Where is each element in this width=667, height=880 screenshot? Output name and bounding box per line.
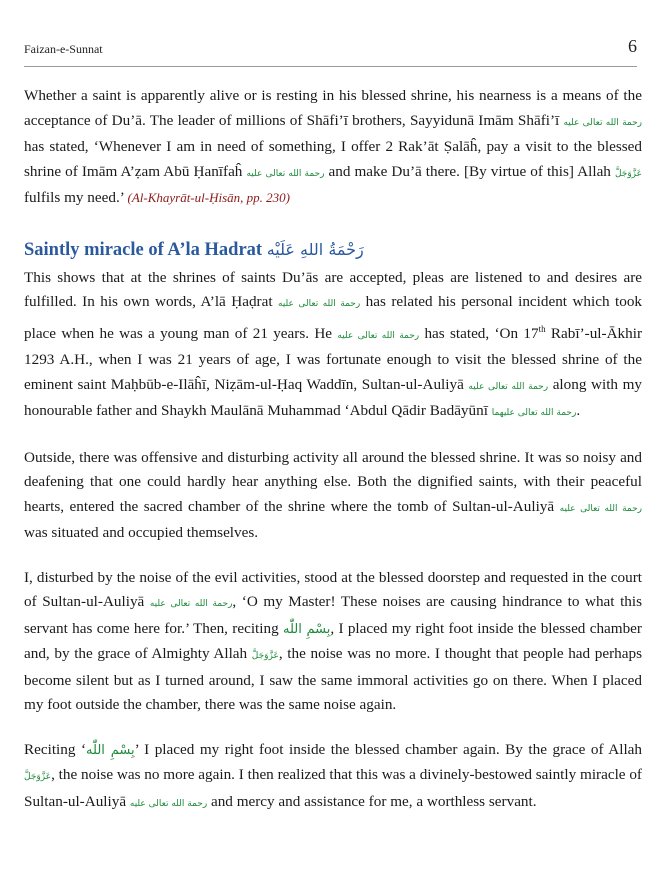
page-number: 6 — [628, 36, 637, 56]
text: , the noise was no more. I thought that people had perhaps become silent but as I turned around, I saw the same immoral activities go on there. When I placed my foot outside the chamber, there was the same noise again. — [24, 645, 643, 714]
dua-calligraphy: رحمة الله تعالى عليه — [559, 503, 643, 514]
dua-calligraphy: عَزَّوَجَلَّ — [24, 772, 52, 783]
dua-calligraphy: رحمة الله تعالى عليه — [337, 330, 420, 341]
text: Whether a saint is apparently alive or is resting in his blessed shrine, his nearness is a means of the acceptance of Du’ā. The leader of millions of Shāfi’ī brothers, Sayyidunā Imām Shāfi’ī — [24, 87, 642, 129]
text: Outside, there was offensive and disturbing activity all around the blessed shrine. It was so noisy and deafening that one could hardly hear anything else. Both the dignified saints, with their peaceful hearts, entered the sacred chamber of the shrine where the tomb of Sultan-ul-Auliyā — [24, 448, 642, 515]
text: along with my honourable father and Shaykh Maulānā Muhammad ‘Abdul Qādir Badāyūnī — [24, 375, 643, 420]
page-content — [24, 84, 642, 836]
dua-calligraphy: رحمة الله تعالى عليه — [278, 299, 361, 309]
paragraph-miracle — [24, 738, 642, 817]
bismillah-calligraphy: بِسْمِ اللّٰه — [86, 742, 135, 758]
text: and make Du’ā there. [By virtue of this] Allah — [328, 162, 611, 180]
text: Reciting ‘ — [24, 740, 87, 758]
dua-calligraphy: رحمة الله تعالى عليهما — [491, 408, 577, 419]
citation-reference: (Al-Khayrāt-ul-Ḥisān, pp. 230) — [127, 190, 290, 205]
bismillah-calligraphy: بِسْمِ اللّٰه — [283, 621, 331, 637]
paragraph-outside-noise — [24, 446, 642, 546]
text: was situated and occupied themselves. — [24, 524, 259, 542]
heading-dua-calligraphy: رَحْمَةُ اللهِ عَلَيْه — [266, 239, 364, 259]
dua-calligraphy: رحمة الله تعالى عليه — [468, 381, 549, 392]
text: This shows that at the shrines of saints Du’ās are accepted, pleas are listened to and desires are fulfilled. In his own words, A’lā Ḥaḍrat — [24, 268, 642, 310]
text: and mercy and assistance for me, a worthless servant. — [210, 792, 537, 810]
heading-text: Saintly miracle of A’la Hadrat — [24, 239, 263, 260]
paragraph-personal-incident — [24, 266, 642, 426]
text: Rabī’-ul-Ākhir 1293 A.H., when I was 21 years of age, I was fortunate enough to visit the blessed shrine of the eminent saint Maḥbūb-e-Ilāĥī, Niẓām-ul-Ḥaq Waddīn, Sultan-ul-Auliyā — [24, 324, 643, 393]
dua-calligraphy: عَزَّوَجَلَّ — [251, 651, 279, 662]
section-heading — [24, 237, 642, 263]
paragraph-shrine-nearness — [24, 84, 642, 211]
header-rule — [24, 66, 637, 67]
text: has related his personal incident which took place when he was a young man of 21 years. He — [24, 293, 643, 342]
text: has stated, ‘Whenever I am in need of something, I offer 2 Rak’āt Ṣalāĥ, pay a visit to the blessed shrine of Imām A’ẓam Abū Ḥanīfaĥ — [24, 138, 642, 180]
dua-calligraphy: رحمة الله تعالى عليه — [129, 798, 208, 809]
text: , I placed my right foot inside the blessed chamber and, by the grace of Almighty Allah — [24, 619, 642, 663]
text: has stated, ‘On 17 — [424, 324, 539, 342]
text: . — [576, 402, 581, 420]
dua-calligraphy: رحمة الله تعالى عليه — [246, 168, 325, 179]
superscript: th — [538, 323, 546, 334]
page-header — [24, 36, 637, 64]
text: fulfils my need.’ — [24, 189, 124, 206]
dua-calligraphy: رحمة الله تعالى عليه — [563, 117, 643, 128]
dua-calligraphy: عَزَّوَجَلَّ — [614, 168, 643, 179]
text: ’ I placed my right foot inside the blessed chamber again. By the grace of Allah — [134, 740, 642, 758]
paragraph-request — [24, 566, 642, 718]
dua-calligraphy: رحمة الله تعالى عليه — [149, 599, 233, 610]
text: , the noise was no more again. I then realized that this was a divinely-bestowed saintly miracle of Sultan-ul-Auliyā — [24, 766, 642, 810]
text: I, disturbed by the noise of the evil activities, stood at the blessed doorstep and requested in the court of Sultan-ul-Auliyā — [24, 568, 642, 611]
text: , ‘O my Master! These noises are causing hindrance to what this servant has come here for.’ Then, reciting — [24, 593, 643, 637]
book-title: Faizan-e-Sunnat — [24, 42, 103, 56]
